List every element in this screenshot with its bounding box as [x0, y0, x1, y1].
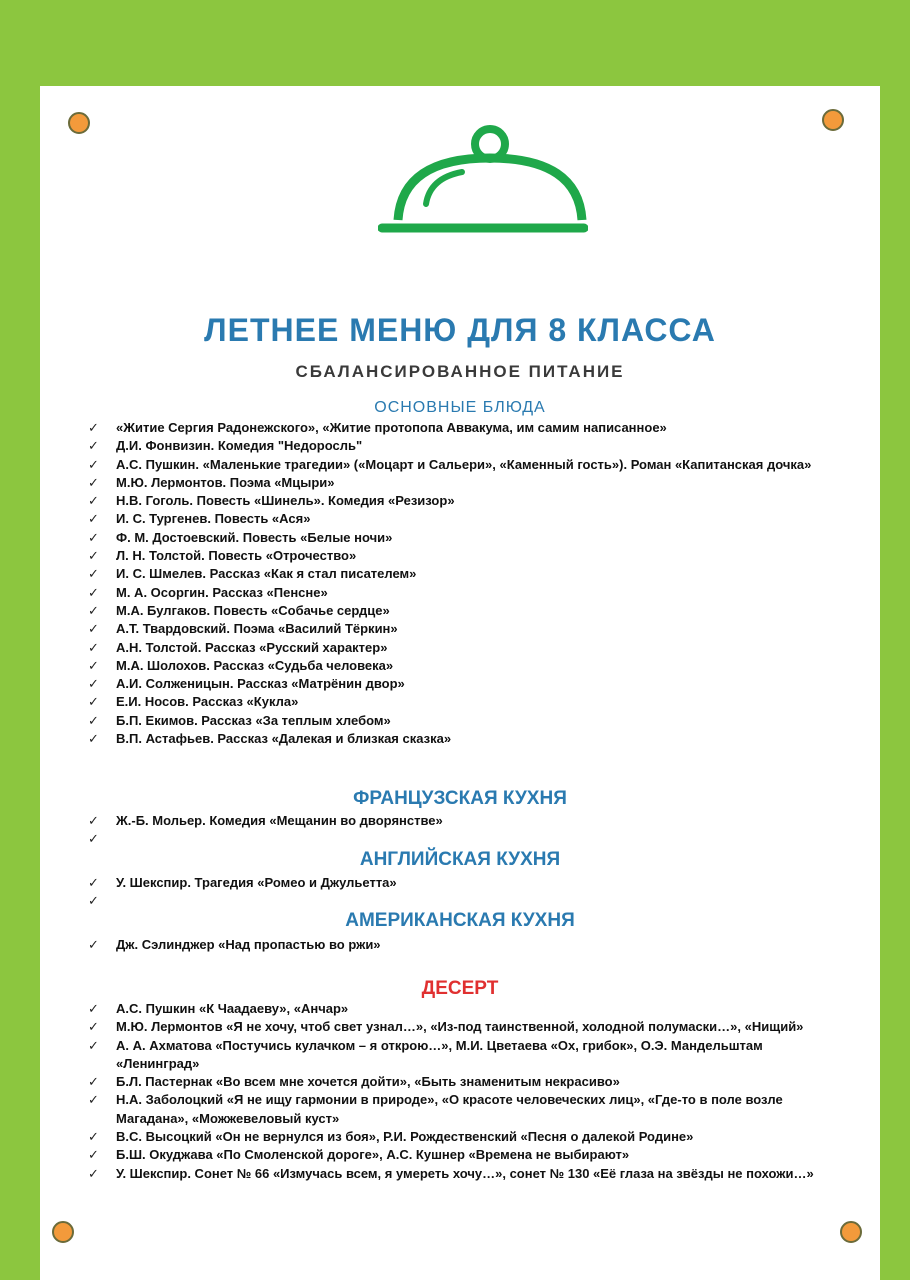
- checkmark-icon: ✓: [88, 937, 99, 952]
- item-text: А.Т. Твардовский. Поэма «Василий Тёркин»: [116, 621, 398, 637]
- french-list: [88, 812, 828, 847]
- checkmark-icon: ✓: [88, 474, 99, 490]
- english-list: [88, 874, 828, 909]
- checkmark-icon: ✓: [88, 420, 99, 435]
- checkmark-icon: ✓: [88, 893, 99, 909]
- checkmark-icon: ✓: [88, 731, 99, 747]
- list-item: [88, 419, 828, 437]
- item-text: А.С. Пушкин. «Маленькие трагедии» («Моцарт и Сальери», «Каменный гость»). Роман «Капитанская дочка»: [116, 456, 812, 472]
- item-text: Н.В. Гоголь. Повесть «Шинель». Комедия «Резизор»: [116, 493, 455, 509]
- item-text: Ж.-Б. Мольер. Комедия «Мещанин во дворянстве»: [116, 813, 443, 828]
- list-item: [88, 1128, 828, 1146]
- dessert-heading: ДЕСЕРТ: [421, 978, 499, 999]
- checkmark-icon: ✓: [88, 875, 99, 890]
- list-item: [88, 456, 828, 474]
- american-heading: АМЕРИКАНСКАЯ КУХНЯ: [345, 910, 575, 931]
- item-text: А. А. Ахматова «Постучись кулачком – я открою…», М.И. Цветаева «Ох, грибок», О.Э. Мандельштам «Ленинград»: [116, 1037, 763, 1071]
- checkmark-icon: ✓: [88, 639, 99, 655]
- checkmark-icon: ✓: [88, 1129, 99, 1145]
- checkmark-icon: ✓: [88, 1001, 99, 1016]
- pin-top-right: [822, 109, 844, 131]
- checkmark-icon: ✓: [88, 1165, 99, 1181]
- item-text: Е.И. Носов. Рассказ «Кукла»: [116, 694, 299, 710]
- checkmark-icon: ✓: [88, 621, 99, 637]
- french-heading: ФРАНЦУЗСКАЯ КУХНЯ: [353, 788, 567, 809]
- item-text: Ф. М. Достоевский. Повесть «Белые ночи»: [116, 529, 393, 545]
- list-item: [88, 437, 828, 455]
- checkmark-icon: ✓: [88, 1147, 99, 1163]
- list-item: [88, 602, 828, 620]
- english-heading: АНГЛИЙСКАЯ КУХНЯ: [359, 849, 561, 870]
- list-item: [88, 529, 828, 547]
- item-text: А.С. Пушкин «К Чаадаеву», «Анчар»: [116, 1001, 349, 1016]
- checkmark-icon: ✓: [88, 548, 99, 564]
- american-list: [88, 936, 828, 954]
- item-text: Н.А. Заболоцкий «Я не ищу гармонии в природе», «О красоте человеческих лиц», «Где-то в поле возле Магадана», «Можжевеловый куст»: [116, 1092, 783, 1126]
- list-item: [88, 675, 828, 693]
- pin-top-left: [68, 112, 90, 134]
- checkmark-icon: ✓: [88, 438, 99, 454]
- cloche-icon: [378, 122, 588, 242]
- menu-sheet: [40, 86, 880, 1280]
- list-item: [88, 510, 828, 528]
- item-text: А.И. Солженицын. Рассказ «Матрёнин двор»: [116, 676, 405, 692]
- item-text: М. А. Осоргин. Рассказ «Пенсне»: [116, 584, 328, 600]
- list-item: [88, 492, 828, 510]
- checkmark-icon: ✓: [88, 511, 99, 527]
- item-text: М.А. Булгаков. Повесть «Собачье сердце»: [116, 602, 390, 618]
- item-text: М.Ю. Лермонтов «Я не хочу, чтоб свет узнал…», «Из-под таинственной, холодной полумаски…», «Нищий»: [116, 1019, 804, 1035]
- list-item: [88, 812, 828, 830]
- list-item: [88, 547, 828, 565]
- item-text: М.Ю. Лермонтов. Поэма «Мцыри»: [116, 474, 335, 490]
- checkmark-icon: ✓: [88, 1092, 99, 1108]
- checkmark-icon: ✓: [88, 831, 99, 847]
- list-item: [88, 639, 828, 657]
- list-item: [88, 565, 828, 583]
- pin-bottom-left: [52, 1221, 74, 1243]
- pin-bottom-right: [840, 1221, 862, 1243]
- list-item: [88, 1037, 828, 1074]
- checkmark-icon: ✓: [88, 657, 99, 673]
- item-text: «Житие Сергия Радонежского», «Житие протопопа Аввакума, им самим написанное»: [116, 420, 667, 435]
- item-text: Б.Л. Пастернак «Во всем мне хочется дойти», «Быть знаменитым некрасиво»: [116, 1074, 620, 1090]
- dessert-list: [88, 1000, 828, 1183]
- main-dishes-heading: ОСНОВНЫЕ БЛЮДА: [374, 399, 546, 416]
- page-title: ЛЕТНЕЕ МЕНЮ ДЛЯ 8 КЛАССА: [204, 312, 716, 348]
- list-item: [88, 693, 828, 711]
- list-item: [88, 1165, 828, 1183]
- checkmark-icon: ✓: [88, 493, 99, 509]
- checkmark-icon: ✓: [88, 456, 99, 472]
- checkmark-icon: ✓: [88, 676, 99, 692]
- list-item: [88, 1146, 828, 1164]
- list-item: [88, 874, 828, 892]
- list-item: [88, 712, 828, 730]
- list-item: [88, 1018, 828, 1036]
- checkmark-icon: ✓: [88, 712, 99, 728]
- item-text: А.Н. Толстой. Рассказ «Русский характер»: [116, 639, 388, 655]
- checkmark-icon: ✓: [88, 1019, 99, 1035]
- item-text: И. С. Шмелев. Рассказ «Как я стал писателем»: [116, 566, 417, 582]
- list-item: [88, 584, 828, 602]
- list-item: [88, 1000, 828, 1018]
- list-item: [88, 657, 828, 675]
- list-item: [88, 1091, 828, 1128]
- checkmark-icon: ✓: [88, 1074, 99, 1090]
- item-text: Б.П. Екимов. Рассказ «За теплым хлебом»: [116, 712, 391, 728]
- item-text: Б.Ш. Окуджава «По Смоленской дороге», А.С. Кушнер «Времена не выбирают»: [116, 1147, 630, 1163]
- checkmark-icon: ✓: [88, 566, 99, 582]
- checkmark-icon: ✓: [88, 584, 99, 600]
- item-text: И. С. Тургенев. Повесть «Ася»: [116, 511, 311, 527]
- list-item: [88, 936, 828, 954]
- item-text: Л. Н. Толстой. Повесть «Отрочество»: [116, 548, 357, 564]
- item-text: М.А. Шолохов. Рассказ «Судьба человека»: [116, 657, 394, 673]
- checkmark-icon: ✓: [88, 602, 99, 618]
- list-item: [88, 1073, 828, 1091]
- checkmark-icon: ✓: [88, 813, 99, 828]
- list-item: [88, 474, 828, 492]
- item-text: В.П. Астафьев. Рассказ «Далекая и близкая сказка»: [116, 731, 452, 747]
- page-subtitle: СБАЛАНСИРОВАННОЕ ПИТАНИЕ: [295, 362, 625, 381]
- checkmark-icon: ✓: [88, 694, 99, 710]
- item-text: У. Шекспир. Сонет № 66 «Измучась всем, я умереть хочу…», сонет № 130 «Её глаза на звёзды не похожи…»: [116, 1165, 814, 1181]
- item-text: В.С. Высоцкий «Он не вернулся из боя», Р.И. Рождественский «Песня о далекой Родине»: [116, 1129, 694, 1145]
- item-text: Дж. Сэлинджер «Над пропастью во ржи»: [116, 937, 381, 952]
- item-text: Д.И. Фонвизин. Комедия "Недоросль": [116, 438, 363, 454]
- item-text: У. Шекспир. Трагедия «Ромео и Джульетта»: [116, 875, 397, 890]
- main-dishes-list: [88, 419, 828, 748]
- checkmark-icon: ✓: [88, 529, 99, 545]
- list-item: [88, 620, 828, 638]
- checkmark-icon: ✓: [88, 1037, 99, 1053]
- list-item: [88, 730, 828, 748]
